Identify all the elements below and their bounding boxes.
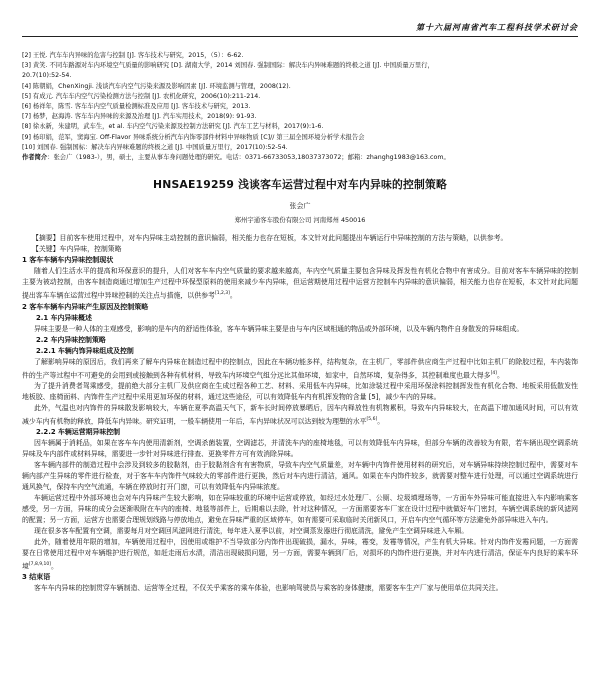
subsubsection-heading: 2.2.2 车辆运营期异味控制 <box>36 428 121 437</box>
subsection-heading: 2.2 车内异味控制策略 <box>36 335 106 344</box>
paragraph: 客车辆内部件的制造过程中会涉及到较多的胶黏剂，由于胶黏剂含有有害物质，导致车内空气质量差，对车辆中内饰件使用材料的研究后，对车辆异味持续控制过程中，需要对车辆内部产生异味的零件进行检查，对于客车车内饰件气味较大的零部件进行更换，然后对车内进行清洁，通风。如果在车内饰件较多，就需要对整车进行处理，可以通过空调系统进行通风换气，保持车内空气流通，车辆在停放时打开门窗，可以有效降低车内异味浓度。 <box>22 461 578 492</box>
paragraph: 此外，随着使用年限的增加，车辆使用过程中，因使用或维护不当导致部分内饰件出现破损，漏水，异味，霉变，发霉等情况，产生有机大异味。针对内饰件发霉问题，一方面需要在日常使用过程中对车辆维护进行规范，如赶走雨后水渍，清洁出现破损问题，另一方面，需要车辆到厂后，对损坏的内饰件进行更换，并对车内进行清洁，保证车内良好的乘车环境[7,8,9,10]。 <box>22 538 578 571</box>
author-affiliation: 郑州宇通客车股份有限公司 河南郑州 450016 <box>234 216 366 225</box>
subsection-heading: 2.1 车内异味概述 <box>36 313 92 322</box>
paragraph: 为了提升消费者驾乘感受，提前绝大部分主机厂及供应商在生成过程各种工艺、材料、采用低车内异味，比如涂装过程中采用环保涂料控制挥发性有机化合物、地板采用低散发性地板胶、座椅面料、内饰件生产过程中采用更加环保的材料，通过这些途径，可以有效降低车内有机挥发物的含量 [5]，减少车内的异味。 <box>22 381 578 401</box>
paragraph: 了解影响异味的原因后，我们再来了解车内异味在制造过程中的控制点，因此在车辆功能多样，结构复杂，在主机厂，零部件供应商生产过程中比如主机厂的除胶过程，车内装饰件的生产等过程中不可避免的会用到或接触到各种有机材料，导致车内环境空气组分远比其他环境，如家中，自然环境，复杂得多，其控制难度也最大得多[4]。 <box>22 357 578 379</box>
reference-item: [4] 陈朝娟，ChenXingji. 浅谈汽车内空气污染来源及影响因素 [J]. 环境监测与管理，2008(12). <box>22 82 291 90</box>
reference-item: [5] 有成元. 汽车车内空气污染检测方法与控制 [J]. 农机化研究，2006(10):211-214. <box>22 92 261 100</box>
reference-item: [3] 黄笑. 不同车路源对车内环境空气质量的影响研究 [D]. 湖南大学，2014 刘国春. 强制国际：解决车内异味难题的终极之道 [J]. 中国质量万里行， <box>22 62 434 70</box>
section-heading: 1 客车车辆车内异味控制现状 <box>22 256 114 265</box>
running-header: 第十六届河南省汽车工程科技学术研讨会 <box>22 0 578 37</box>
paragraph: 此外，气温也对内饰件的异味散发影响较大，车辆在夏季高温天气下，新车长时间停放暴晒后，因车内释放性有机物累积，导致车内异味较大，在高温下增加通风时间，可以有效减少车内有机物的释放，降低车内异味。研究证明，一般车辆使用一年后，车内异味状况可以达到较为理想的水平[5,6]。 <box>22 403 578 426</box>
reference-list <box>22 51 578 153</box>
keywords: 【关键】车内异味，控制策略 <box>32 245 122 254</box>
paragraph: 车辆运营过程中外部环境也会对车内异味产生较大影响，如在异味较重的环境中运营或停放，如经过水处理厂、公厕、垃圾填埋场等，一方面车外异味可能直接进入车内影响乘客感受，另一方面，异味的成分会逐渐吸附在车内的座椅、地毯等部件上，后期难以去除，针对这种情况，一方面需要客车厂家在设计过程中就做好车门密封，车辆空调系统的新风滤网的配置；另一方面，运营方也需要合理规划线路与停放地点，避免在异味严重的区域停车，如有需要可采取临时关闭新风口，开启车内空气循环等方法避免外部异味进入车内。 <box>22 494 578 525</box>
author-note-label: 作者简介 <box>22 154 48 162</box>
citation: [7,8,9,10] <box>28 562 52 568</box>
reference-item: [7] 杨梦，赵海涛. 客车车内异味的来源及治理 [J]. 汽车实用技术，2018(9): 91-93. <box>22 113 257 121</box>
reference-item: [6] 杨祥年，陈雪. 客车车内空气质量检测标准及应用 [J]. 客车技术与研究，2013. <box>22 103 251 111</box>
paragraph: 异味主要是一种人体的主观感受，影响的是车内的舒适性体验，客车车辆异味主要是由与车内区域相通的物品或外部环境，以及车辆内物件自身散发的异味组成。 <box>34 324 524 333</box>
section-heading: 2 客车车辆车内异味产生原因及控制策略 <box>22 302 149 311</box>
reference-item: [9] 杨印娟，范军，窦海宝. Off-Flavor 异味系统分析汽车内饰零部件材料中异味物质 [C]// 第三届全国环境分析学术报告会 <box>22 133 365 141</box>
paragraph: 客车车内异味的控制贯穿车辆制造、运营等全过程，不仅关乎乘客的乘车体验，也影响驾驶员与乘客的身体健康，需要客车生产厂家与使用单位共同关注。 <box>34 584 503 593</box>
reference-item: 20.7(10):52-54. <box>22 72 72 80</box>
author-name: 张会广 <box>289 202 311 211</box>
author-note: 作者简介：张会广（1983-），男，硕士，主要从事车身问题处理的研究。电话：0371-66733053,18037373072；邮箱：zhanghg1983@163.com。 <box>22 154 450 162</box>
reference-item: [2] 王悦. 汽车车内异味的危害与控制 [J]. 客车技术与研究，2015，（5）：6-62. <box>22 52 244 59</box>
paragraph: 现在很多客车配置有空调，需要每月对空调回风滤网进行清洗，每年进入夏季以前，对空调蒸发器进行彻底清洗，避免产生空调异味进入车厢。 <box>34 527 469 536</box>
reference-item: [10] 刘国春. 强制国标：解决车内异味难题的终极之道 [J]. 中国质量万里行，2017(10):52-54. <box>22 143 288 151</box>
abstract: 【摘要】目前客车使用过程中，对车内异味主动控制的意识偏弱，相关能力也存在短板，本文针对此问题提出车辆运行中异味控制的方法与策略，以供参考。 <box>32 234 508 243</box>
citation: [1,2,3] <box>214 291 230 297</box>
author-note-text: 张会广（1983-），男，硕士，主要从事车身问题处理的研究。电话：0371-66733053,18037373072；邮箱：zhanghg1983@163.com。 <box>53 154 450 162</box>
reference-item: [8] 徐永新，朱建明，武车生，et al. 车内空气污染来源及控制方法研究 [J]. 汽车工艺与材料，2017(9):1-6. <box>22 123 324 131</box>
citation: [5,6] <box>366 416 378 422</box>
paragraph: 随着人们生活水平的提高和环保意识的提升，人们对客车车内空气质量的要求越来越高，车内空气质量主要包含异味及挥发性有机化合物中有害成分。目前对客车车辆异味的控制主要为被动控制，由客车制造商通过增加生产过程中环保型原料的使用来减少车内异味，但运营期使用过程中运营方控制车内异味的意识偏弱，相关能力也存在短板，本文针对此问题提出客车车辆在运营过程中异味控制的关注点与措施，以供参考[1,2,3]。 <box>22 267 578 300</box>
paper-title: HNSAE19259 浅谈客车运营过程中对车内异味的控制策略 <box>152 178 448 192</box>
section-heading: 3 结束语 <box>22 573 51 582</box>
paragraph: 因车辆属于消耗品，如果在客车车内使用清新剂，空调杀菌装置，空调滤芯，并清洗车内的座椅地毯，可以有效降低车内异味，但部分车辆的改善较为有限，若车辆出现空调系统异味及车内部件或材料异味，需要进一步针对异味进行排查、更换零件方可有效消除异味。 <box>22 439 578 459</box>
subsubsection-heading: 2.2.1 车辆内饰异味组成及控制 <box>36 346 134 355</box>
citation: [4] <box>490 370 497 376</box>
